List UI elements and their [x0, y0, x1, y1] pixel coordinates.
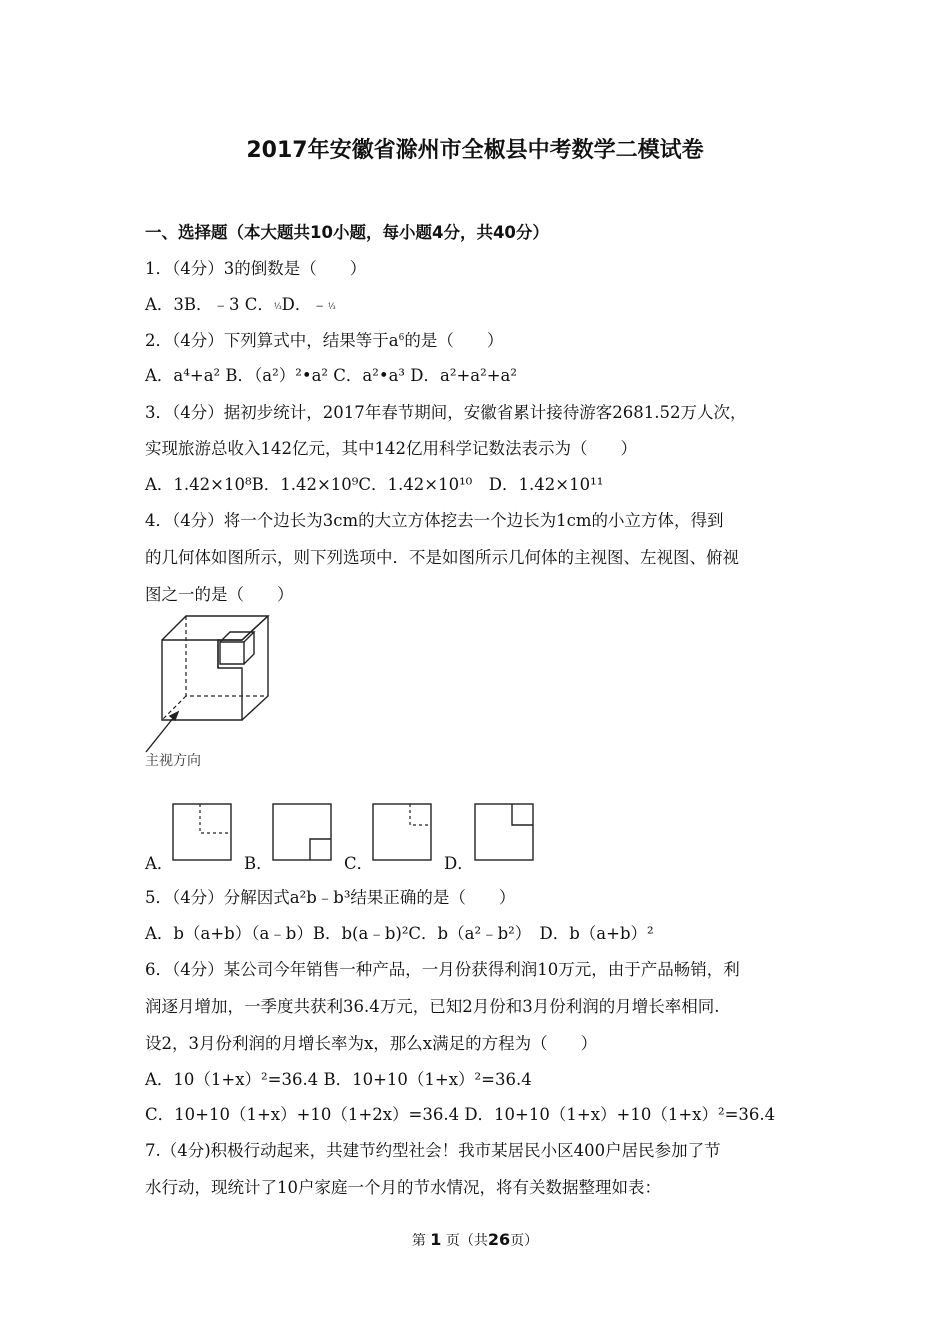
q1-opt-d-frac: ⅓: [327, 302, 336, 311]
question-1-stem: 1．（4分）3的倒数是（ ）: [145, 259, 367, 278]
q4-option-a-figure: [172, 803, 234, 863]
question-6-line-3: 设2，3月份利润的月增长率为x，那么x满足的方程为（ ）: [145, 1034, 598, 1053]
q1-opt-ab: A．3B．﹣3 C．: [145, 295, 274, 314]
q4-option-c-label: C．: [344, 854, 374, 873]
page-footer: [0, 1230, 950, 1250]
question-4-line-2: 的几何体如图所示，则下列选项中．不是如图所示几何体的主视图、左视图、俯视: [145, 548, 739, 567]
q1-opt-c-frac: ⅓: [273, 302, 282, 311]
q4-option-b-label: B．: [244, 854, 273, 873]
q4-option-a-label: A．: [145, 854, 174, 873]
question-1-options: [145, 294, 336, 318]
view-direction-label: 主视方向: [145, 753, 201, 769]
q4-option-c-figure: [372, 803, 434, 863]
footer-total-pages: 26: [487, 1230, 511, 1249]
question-5-options: A．b（a+b）（a﹣b）B．b(a﹣b)²C．b（a²﹣b²） D．b（a+b）²: [145, 924, 654, 943]
question-4-line-3: 图之一的是（ ）: [145, 585, 294, 604]
question-5-stem: 5．（4分）分解因式a²b﹣b³结果正确的是（ ）: [145, 888, 516, 907]
question-6-line-1: 6．（4分）某公司今年销售一种产品，一月份获得利润10万元，由于产品畅销，利: [145, 960, 740, 979]
q2-stem-post: 的是（ ）: [404, 331, 504, 350]
question-6-options-1: A．10（1+x）²=36.4 B．10+10（1+x）²=36.4: [145, 1070, 532, 1089]
cube-figure: [140, 612, 290, 772]
question-3-options: A．1.42×10⁸B．1.42×10⁹C．1.42×10¹⁰ D．1.42×10¹¹: [145, 475, 604, 494]
question-3-line-2: 实现旅游总收入142亿元，其中142亿用科学记数法表示为（ ）: [145, 439, 637, 458]
q4-option-d-label: D．: [444, 854, 474, 873]
question-6-options-2: C．10+10（1+x）+10（1+2x）=36.4 D．10+10（1+x）+10（1+x）²=36.4: [145, 1105, 776, 1124]
page-title: 2017年安徽省滁州市全椒县中考数学二模试卷: [246, 138, 704, 163]
q4-option-d-figure: [474, 803, 536, 863]
footer-mid: 页（共: [445, 1233, 488, 1249]
question-7-line-2: 水行动，现统计了10户家庭一个月的节水情况，将有关数据整理如表：: [145, 1178, 661, 1197]
q1-opt-d: D．﹣: [281, 295, 328, 314]
footer-pre: 第: [411, 1233, 426, 1249]
question-7-line-1: 7.（4分)积极行动起来，共建节约型社会！我市某居民小区400户居民参加了节: [145, 1141, 721, 1160]
footer-page-number: 1: [430, 1230, 442, 1249]
q2-stem-sup: 6: [398, 333, 405, 343]
question-3-line-1: 3．（4分）据初步统计，2017年春节期间，安徽省累计接待游客2681.52万人次，: [145, 403, 747, 422]
q4-option-b-figure: [272, 803, 334, 863]
section-heading: 一、选择题（本大题共10小题，每小题4分，共40分）: [145, 223, 549, 242]
question-6-line-2: 润逐月增加，一季度共获利36.4万元，已知2月份和3月份利润的月增长率相同.: [145, 997, 720, 1016]
question-4-line-1: 4．（4分）将一个边长为3cm的大立方体挖去一个边长为1cm的小立方体，得到: [145, 511, 724, 530]
question-2-options: A．a⁴+a² B．（a²）²•a² C．a²•a³ D．a²+a²+a²: [145, 366, 517, 385]
q2-stem-pre: 2．（4分）下列算式中，结果等于a: [145, 331, 399, 350]
footer-post: 页）: [510, 1233, 539, 1249]
question-2-stem: [145, 330, 503, 352]
